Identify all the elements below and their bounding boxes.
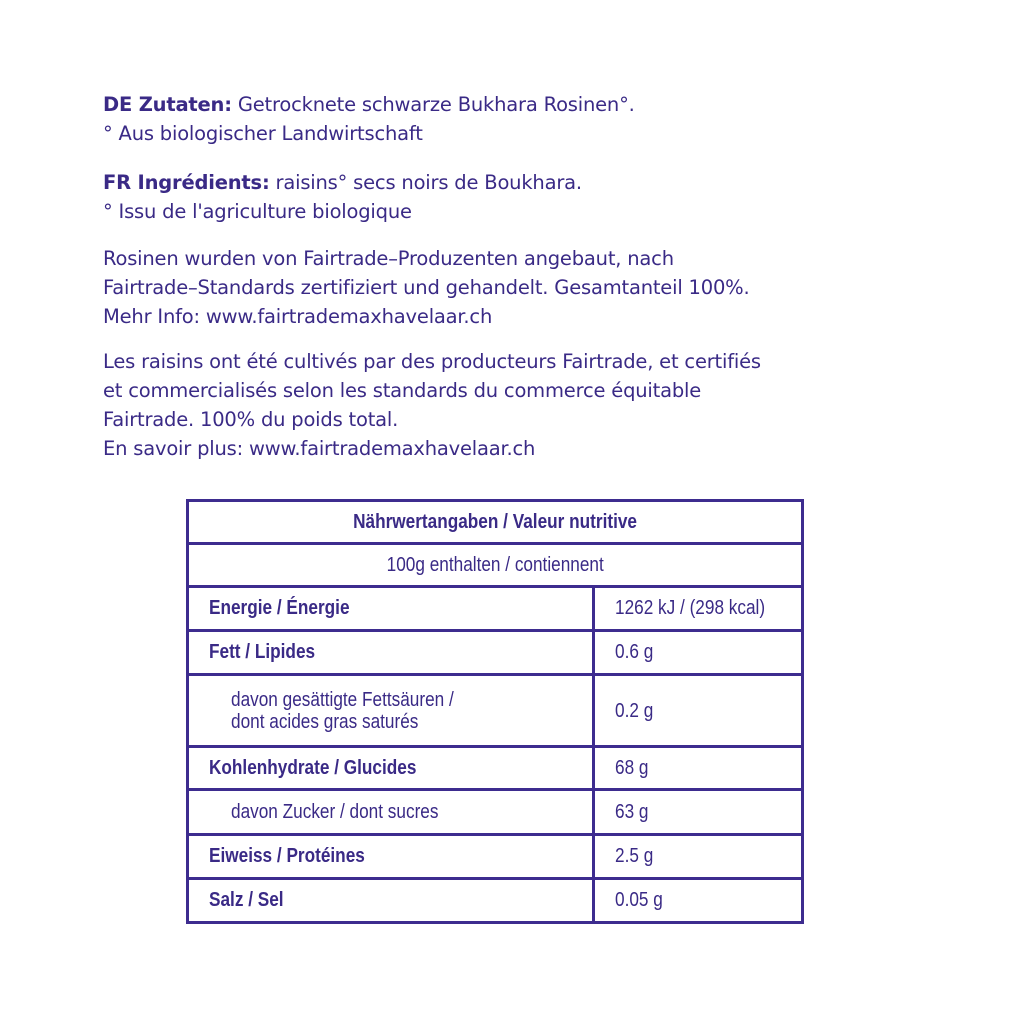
nutrition-row-salt bbox=[188, 879, 803, 923]
nutrition-value-salt: 0.05 g bbox=[615, 889, 663, 911]
ingredients-de-note: ° Aus biologischer Landwirtschaft bbox=[103, 122, 423, 145]
nutrition-title-cell bbox=[188, 501, 803, 544]
fairtrade-fr-line-3: Fairtrade. 100% du poids total. bbox=[103, 408, 399, 431]
nutrition-value-sugar: 63 g bbox=[615, 800, 649, 823]
nutrition-label-cell bbox=[188, 675, 594, 747]
ingredients-fr bbox=[103, 168, 582, 226]
nutrition-label-saturated-line-2: dont acides gras saturés bbox=[231, 710, 419, 733]
nutrition-title-row bbox=[188, 501, 803, 544]
nutrition-label-carbohydrates: Kohlenhydrate / Glucides bbox=[209, 756, 417, 779]
nutrition-row-saturated-fat bbox=[188, 675, 803, 747]
ingredients-de-text: Getrocknete schwarze Bukhara Rosinen°. bbox=[231, 93, 635, 116]
nutrition-label-cell bbox=[188, 790, 594, 835]
nutrition-row-carbohydrates bbox=[188, 747, 803, 790]
nutrition-value-cell bbox=[594, 747, 803, 790]
nutrition-value-cell bbox=[594, 835, 803, 879]
nutrition-label-cell bbox=[188, 747, 594, 790]
fairtrade-de-line-2: Fairtrade–Standards zertifiziert und gehandelt. Gesamtanteil 100%. bbox=[103, 276, 750, 299]
nutrition-label-salt: Salz / Sel bbox=[209, 889, 284, 911]
nutrition-value-cell bbox=[594, 587, 803, 631]
nutrition-label-protein: Eiweiss / Protéines bbox=[209, 845, 365, 867]
fairtrade-statement-de bbox=[103, 244, 750, 331]
nutrition-value-cell bbox=[594, 675, 803, 747]
ingredients-de-label: DE Zutaten: bbox=[103, 93, 232, 116]
nutrition-label-sugar: davon Zucker / dont sucres bbox=[231, 800, 439, 823]
ingredients-de-line bbox=[103, 90, 635, 119]
nutrition-subtitle-cell bbox=[188, 544, 803, 587]
nutrition-subtitle: 100g enthalten / contiennent bbox=[386, 553, 604, 576]
nutrition-value-energy: 1262 kJ / (298 kcal) bbox=[615, 597, 766, 619]
nutrition-value-cell bbox=[594, 790, 803, 835]
fairtrade-de-line-3: Mehr Info: www.fairtrademaxhavelaar.ch bbox=[103, 305, 493, 328]
nutrition-label-cell bbox=[188, 587, 594, 631]
nutrition-label-fat: Fett / Lipides bbox=[209, 641, 316, 663]
fairtrade-fr-line-1: Les raisins ont été cultivés par des producteurs Fairtrade, et certifiés bbox=[103, 350, 761, 373]
ingredients-fr-line bbox=[103, 168, 582, 197]
nutrition-label-cell bbox=[188, 879, 594, 923]
fairtrade-statement-fr bbox=[103, 347, 761, 463]
nutrition-row-protein bbox=[188, 835, 803, 879]
fairtrade-de-line-1: Rosinen wurden von Fairtrade–Produzenten angebaut, nach bbox=[103, 247, 674, 270]
nutrition-label-cell bbox=[188, 835, 594, 879]
ingredients-fr-label: FR Ingrédients: bbox=[103, 171, 270, 194]
nutrition-subtitle-row bbox=[188, 544, 803, 587]
nutrition-value-cell bbox=[594, 631, 803, 675]
ingredients-de bbox=[103, 90, 635, 148]
nutrition-row-sugar bbox=[188, 790, 803, 835]
fairtrade-fr-line-4: En savoir plus: www.fairtrademaxhavelaar.ch bbox=[103, 437, 536, 460]
nutrition-value-saturated-fat: 0.2 g bbox=[615, 699, 654, 722]
ingredients-fr-note: ° Issu de l'agriculture biologique bbox=[103, 200, 412, 223]
nutrition-title: Nährwertangaben / Valeur nutritive bbox=[353, 510, 637, 533]
nutrition-row-fat bbox=[188, 631, 803, 675]
nutrition-value-carbohydrates: 68 g bbox=[615, 756, 649, 779]
nutrition-table bbox=[186, 499, 804, 924]
nutrition-value-cell bbox=[594, 879, 803, 923]
nutrition-label-energy: Energie / Énergie bbox=[209, 597, 350, 619]
nutrition-label-saturated-line-1: davon gesättigte Fettsäuren / bbox=[231, 688, 454, 711]
nutrition-value-protein: 2.5 g bbox=[615, 845, 654, 867]
ingredients-fr-text: raisins° secs noirs de Boukhara. bbox=[269, 171, 582, 194]
nutrition-label-cell bbox=[188, 631, 594, 675]
nutrition-value-fat: 0.6 g bbox=[615, 641, 654, 663]
fairtrade-fr-line-2: et commercialisés selon les standards du commerce équitable bbox=[103, 379, 702, 402]
nutrition-row-energy bbox=[188, 587, 803, 631]
